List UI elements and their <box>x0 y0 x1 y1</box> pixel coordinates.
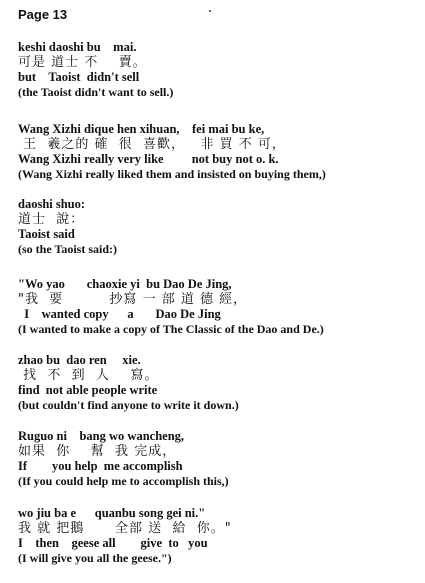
hanzi-line: 找 不 到 人 寫。 <box>18 368 159 383</box>
sentence-block-2 <box>18 122 418 182</box>
sentence-block-3 <box>18 197 418 257</box>
hanzi-line: 王 羲之的 確 很 喜歡， 非 買 不 可， <box>18 137 286 152</box>
sentence-block-1 <box>18 40 418 100</box>
gloss-line: I then geese all give to you <box>18 536 208 550</box>
sentence-block-7 <box>18 506 418 566</box>
pinyin-line: Wang Xizhi dique hen xihuan, fei mai bu ke, <box>18 122 265 136</box>
translation-line: (I will give you all the geese.") <box>18 551 172 565</box>
gloss-line: If you help me accomplish <box>18 459 183 473</box>
pinyin-line: keshi daoshi bu mai. <box>18 40 137 54</box>
hanzi-line: 我 就 把鵝 全部 送 給 你。" <box>18 521 232 536</box>
gloss-line: I wanted copy a Dao De Jing <box>18 307 221 321</box>
page-number-label: Page 13 <box>18 7 68 22</box>
translation-line: (If you could help me to accomplish this,) <box>18 474 229 488</box>
translation-line: (the Taoist didn't want to sell.) <box>18 85 174 99</box>
decorative-dot <box>209 10 211 12</box>
sentence-block-4 <box>18 277 418 337</box>
pinyin-line: wo jiu ba e quanbu song gei ni." <box>18 506 206 520</box>
gloss-line: but Taoist didn't sell <box>18 70 140 84</box>
hanzi-line: 道士 說： <box>18 212 85 227</box>
translation-line: (but couldn't find anyone to write it down.) <box>18 398 239 412</box>
sentence-block-6 <box>18 429 418 489</box>
gloss-line: find not able people write <box>18 383 158 397</box>
pinyin-line: Ruguo ni bang wo wancheng, <box>18 429 185 443</box>
hanzi-line: 如果 你 幫 我 完成， <box>18 444 177 459</box>
pinyin-line: daoshi shuo: <box>18 197 86 211</box>
translation-line: (I wanted to make a copy of The Classic of the Dao and De.) <box>18 322 324 336</box>
gloss-line: Taoist said <box>18 227 75 241</box>
hanzi-line: "我 要 抄寫 一 部 道 德 經， <box>18 292 248 307</box>
pinyin-line: "Wo yao chaoxie yi bu Dao De Jing, <box>18 277 232 291</box>
gloss-line: Wang Xizhi really very like not buy not o. k. <box>18 152 279 166</box>
translation-line: (so the Taoist said:) <box>18 242 118 256</box>
sentence-block-5 <box>18 353 418 413</box>
pinyin-line: zhao bu dao ren xie. <box>18 353 141 367</box>
hanzi-line: 可是 道士 不 賣。 <box>18 55 147 70</box>
translation-line: (Wang Xizhi really liked them and insisted on buying them,) <box>18 167 326 181</box>
